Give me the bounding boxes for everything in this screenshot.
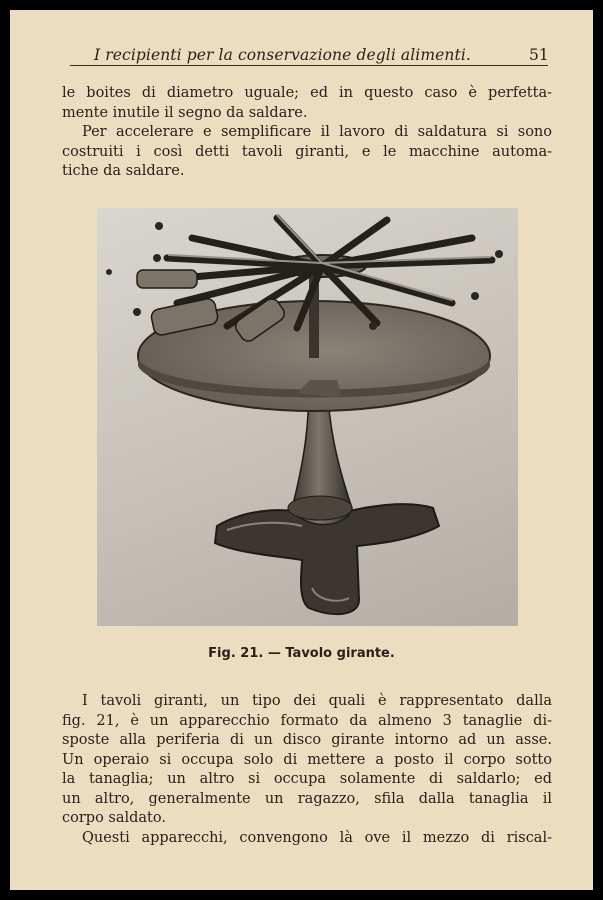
text-line: Un operaio si occupa solo di mettere a posto il corpo sotto: [62, 751, 552, 768]
page-header: [10, 46, 593, 70]
paragraph-1: [62, 84, 552, 123]
text-line: la tanaglia; un altro si occupa solamente di saldarlo; ed: [62, 771, 552, 787]
text-line: Questi apparecchi, convengono là ove il mezzo di riscal-: [82, 830, 552, 846]
book-page: [10, 10, 593, 890]
page-number: 51: [529, 46, 549, 64]
text-line: le boites di diametro uguale; ed in questo caso è perfetta-: [62, 85, 552, 101]
paragraph-4: [62, 829, 552, 849]
text-line: sposte alla periferia di un disco girante intorno ad un asse.: [62, 732, 552, 748]
paragraph-2: [62, 123, 552, 182]
text-line: costruiti i così detti tavoli giranti, e le macchine automa-: [62, 143, 552, 160]
text-line: tiche da saldare.: [62, 163, 185, 179]
paragraph-3: [62, 692, 552, 829]
text-line: fig. 21, è un apparecchio formato da almeno 3 tanaglie di-: [62, 712, 552, 729]
text-line: un altro, generalmente un ragazzo, sfila dalla tanaglia il: [62, 790, 552, 807]
rotating-table-illustration: [97, 208, 518, 626]
text-line: mente inutile il segno da saldare.: [62, 104, 308, 121]
text-line: I tavoli giranti, un tipo dei quali è rappresentato dalla: [82, 693, 552, 709]
running-title: I recipienti per la conservazione degli alimenti.: [94, 46, 471, 64]
figure-caption: Fig. 21. — Tavolo girante.: [208, 646, 395, 661]
figure-illustration: [97, 208, 518, 626]
header-rule: [70, 65, 548, 66]
text-line: Per accelerare e semplificare il lavoro di saldatura si sono: [82, 124, 552, 140]
text-line: corpo saldato.: [62, 810, 166, 826]
